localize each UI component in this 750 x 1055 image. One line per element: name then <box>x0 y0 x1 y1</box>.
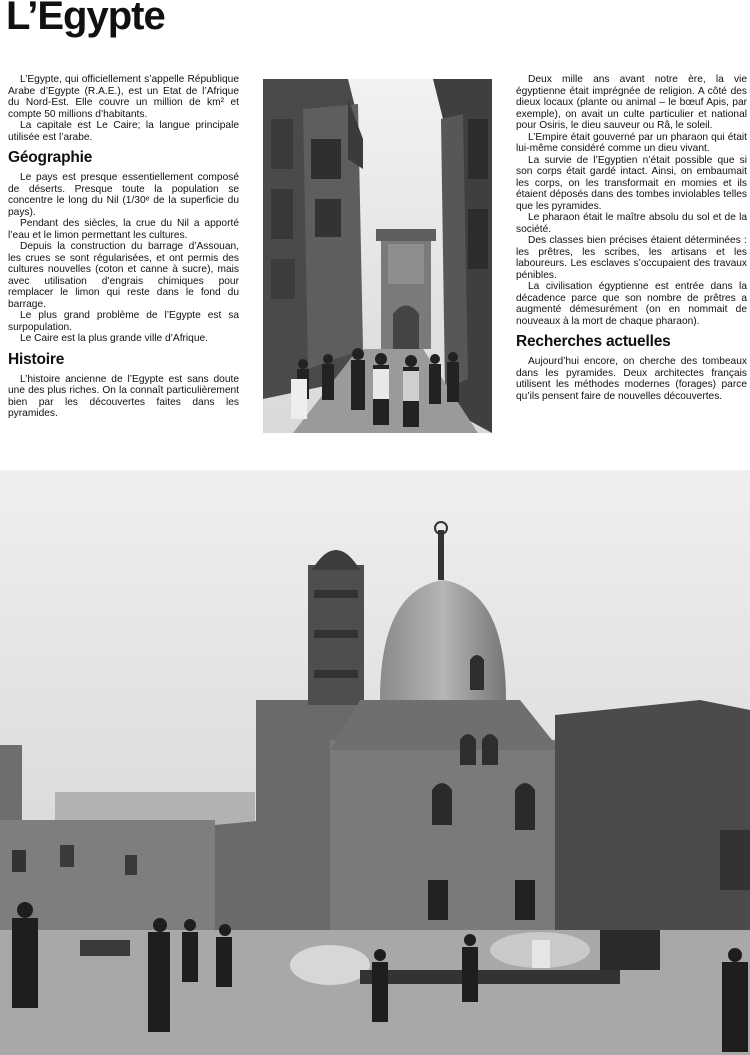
mosque-photo <box>0 470 750 1055</box>
geography-paragraph: Pendant des siècles, la crue du Nil a apporté l’eau et le limon permettant les cultures. <box>8 218 239 241</box>
body-paragraph: La civilisation égyptienne est entrée dans la décadence parce que son nombre de prêtres a augmenté démesurément (on en nommait de nouveaux à la mort de chaque pharaon). <box>516 281 747 327</box>
mosque-photo-illustration <box>0 470 750 1055</box>
geography-paragraph: Le plus grand problème de l’Egypte est sa surpopulation. <box>8 310 239 333</box>
street-photo <box>263 79 492 433</box>
page-title: L’Egypte <box>6 0 165 38</box>
research-heading: Recherches actuelles <box>516 333 671 350</box>
geography-paragraph: Le pays est presque essentiellement composé de déserts. Presque toute la population se concentre le long du Nil (1/30ᵉ de la superficie du pays). <box>8 172 239 218</box>
body-paragraph: La survie de l’Egyptien n’était possible que si son corps était gardé intact. Ainsi, on embaumait les corps, on les transformait en momies et ils étaient déposés dans des tombes inviolables telles que les pyramides. <box>516 154 747 212</box>
body-paragraph: Des classes bien précises étaient déterminées : les prêtres, les scribes, les artisans et les laboureurs. Les esclaves s’occupaient des travaux pénibles. <box>516 235 747 281</box>
research-paragraph: Aujourd’hui encore, on cherche des tombeaux dans les pyramides. Deux architectes français utilisent les méthodes modernes (forages) parce qu’ils pensent faire de nouvelles découvertes. <box>516 356 747 402</box>
left-column <box>8 74 239 420</box>
intro-paragraph: La capitale est Le Caire; la langue principale utilisée est l’arabe. <box>8 120 239 143</box>
history-heading: Histoire <box>8 350 65 368</box>
body-paragraph: Le pharaon était le maître absolu du sol et de la société. <box>516 212 747 235</box>
geography-heading: Géographie <box>8 149 93 166</box>
history-paragraph: L’histoire ancienne de l’Egypte est sans doute une des plus riches. On la connaît particulièrement bien par les découvertes faites dans les pyramides. <box>8 373 239 419</box>
geography-paragraph: Le Caire est la plus grande ville d’Afrique. <box>20 333 209 344</box>
geography-paragraph: Depuis la construction du barrage d’Assouan, les crues se sont régularisées, et ont permis des cultures nouvelles (coton et canne à sucre), mais avec utilisation d’engrais chimiques pour remplacer le limon qui reste dans le fond du barrage. <box>8 241 239 310</box>
body-paragraph: L’Empire était gouverné par un pharaon qui était lui-même considéré comme un dieu vivant. <box>516 131 747 154</box>
right-column <box>516 74 747 402</box>
street-photo-illustration <box>263 79 492 433</box>
body-paragraph: Deux mille ans avant notre ère, la vie égyptienne était imprégnée de religion. A côté des dieux locaux (plante ou animal – le bœuf Apis, par exemple), on avait un culte particulier et national pour Osiris, le dieu sauveur ou Râ, le soleil. <box>516 74 747 131</box>
intro-paragraph: L’Egypte, qui officiellement s’appelle République Arabe d’Egypte (R.A.E.), est un Etat de l’Afrique du Nord-Est. Elle couvre un million de km² et compte 50 millions d’habitants. <box>8 74 239 120</box>
